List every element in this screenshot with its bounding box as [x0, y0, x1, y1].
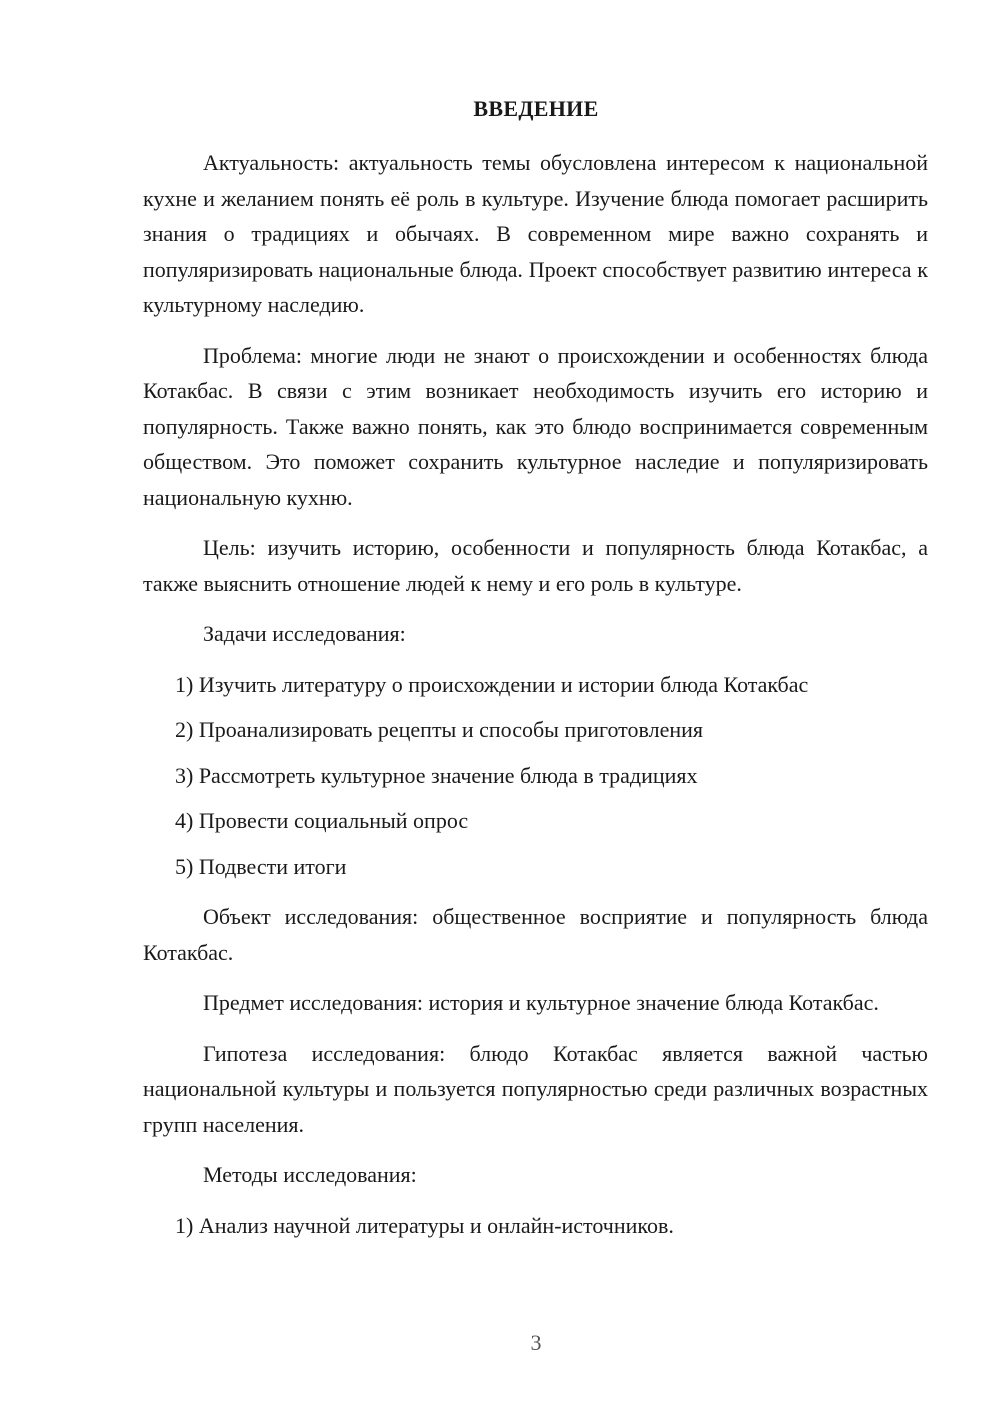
paragraph-hypothesis: Гипотеза исследования: блюдо Котакбас является важной частью национальной культуры и пользуется популярностью среди различных возрастных групп населения. — [143, 1040, 928, 1137]
list-item-task-3: 3) Рассмотреть культурное значение блюда в традициях — [175, 762, 698, 788]
methods-heading: Методы исследования: — [203, 1162, 417, 1187]
tasks-list — [143, 667, 928, 885]
tasks-heading: Задачи исследования: — [203, 621, 406, 646]
paragraph-relevance: Актуальность: актуальность темы обусловлена интересом к национальной кухне и желанием понять её роль в культуре. Изучение блюда помогает расширить знания о традициях и обычаях. В современном мире важно сохранять и популяризировать национальные блюда. Проект способствует развитию интереса к культурному наследию. — [143, 150, 928, 317]
list-item-task-2: 2) Проанализировать рецепты и способы приготовления — [175, 717, 703, 742]
list-item-task-1: 1) Изучить литературу о происхождении и истории блюда Котакбас — [175, 671, 809, 697]
paragraph-goal: Цель: изучить историю, особенности и популярность блюда Котакбас, а также выяснить отношение людей к нему и его роль в культуре. — [143, 535, 928, 596]
document-body — [143, 145, 928, 1253]
methods-list — [143, 1208, 928, 1244]
list-item-method-1: 1) Анализ научной литературы и онлайн-источников. — [175, 1212, 674, 1238]
list-item-task-4: 4) Провести социальный опрос — [175, 808, 469, 833]
list-item-task-5: 5) Подвести итоги — [175, 853, 347, 879]
page-number: 3 — [530, 1330, 542, 1355]
page-title: ВВЕДЕНИЕ — [473, 96, 599, 121]
paragraph-subject: Предмет исследования: история и культурное значение блюда Котакбас. — [203, 990, 879, 1015]
paragraph-object: Объект исследования: общественное восприятие и популярность блюда Котакбас. — [143, 904, 928, 965]
paragraph-problem: Проблема: многие люди не знают о происхождении и особенностях блюда Котакбас. В связи с этим возникает необходимость изучить его историю и популярность. Также важно понять, как это блюдо воспринимается современным обществом. Это поможет сохранить культурное наследие и популяризировать национальную кухню. — [143, 342, 928, 510]
